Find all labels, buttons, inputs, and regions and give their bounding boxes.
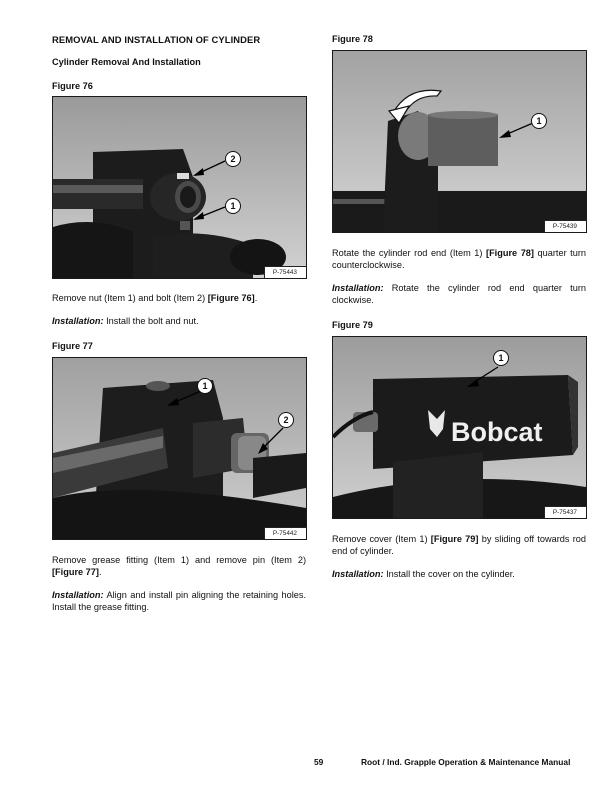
figure-ref: [Figure 77] [52, 566, 99, 577]
photo-id: P-75439 [544, 220, 586, 232]
figure-77-instruction: Remove grease fitting (Item 1) and remove pin (Item 2) [Figure 77]. [52, 555, 306, 577]
photo-id: P-75443 [264, 266, 306, 278]
section-title: REMOVAL AND INSTALLATION OF CYLINDER [52, 34, 261, 45]
callout-2: 2 [278, 412, 294, 428]
figure-79-installation: Installation: Install the cover on the cylinder. [332, 569, 515, 579]
figure-76-photo [52, 96, 307, 279]
bobcat-logo-text: Bobcat [451, 417, 543, 447]
figure-78-instruction: Rotate the cylinder rod end (Item 1) [Figure 78] quarter turn counterclockwise. [332, 248, 587, 270]
figure-77-installation: Installation: Align and install pin aligning the retaining holes. Install the grease fitting. [52, 590, 306, 612]
figure-79-photo [332, 336, 587, 519]
rod-end-photo [333, 51, 586, 232]
callout-1: 1 [197, 378, 213, 394]
page-number: 59 [314, 757, 324, 767]
figure-79-instruction: Remove cover (Item 1) [Figure 79] by sliding off towards rod end of cylinder. [332, 534, 586, 556]
figure-76-label: Figure 76 [52, 81, 93, 91]
figure-77-label: Figure 77 [52, 341, 93, 351]
figure-79-label: Figure 79 [332, 320, 373, 330]
pin-photo [53, 358, 306, 539]
cylinder-cover-photo [333, 337, 586, 518]
photo-id: P-75437 [544, 506, 586, 518]
figure-ref: [Figure 79] [430, 534, 479, 544]
figure-78-photo [332, 50, 587, 233]
figure-78-installation: Installation: Rotate the cylinder rod end quarter turn clockwise. [332, 283, 586, 305]
cylinder-mount-photo [53, 97, 306, 278]
callout-1: 1 [225, 198, 241, 214]
callout-2: 2 [225, 151, 241, 167]
figure-ref: [Figure 78] [486, 248, 534, 258]
figure-ref: [Figure 76] [207, 293, 255, 303]
manual-title: Root / Ind. Grapple Operation & Maintenance Manual [361, 757, 571, 767]
section-subtitle: Cylinder Removal And Installation [52, 57, 201, 67]
callout-1: 1 [531, 113, 547, 129]
photo-id: P-75442 [264, 527, 306, 539]
callout-1: 1 [493, 350, 509, 366]
figure-77-photo [52, 357, 307, 540]
figure-78-label: Figure 78 [332, 34, 373, 44]
figure-76-instruction: Remove nut (Item 1) and bolt (Item 2) [Figure 76]. [52, 293, 258, 303]
figure-76-installation: Installation: Install the bolt and nut. [52, 316, 199, 326]
